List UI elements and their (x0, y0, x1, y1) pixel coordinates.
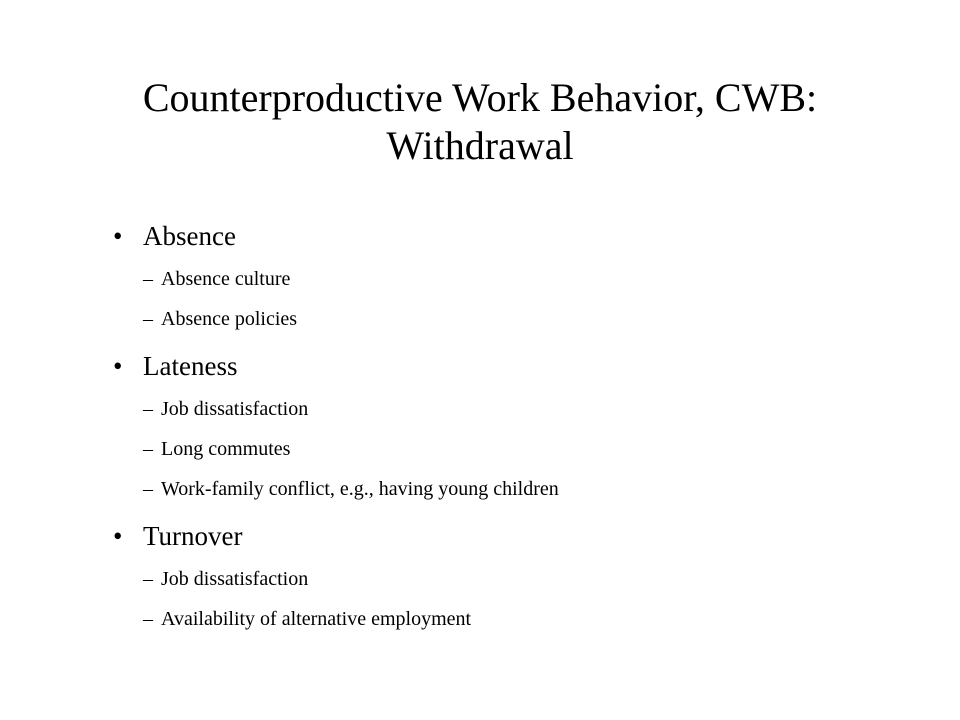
sub-item (0, 299, 960, 339)
topic-turnover (0, 513, 960, 639)
sub-item-label: Absence culture (161, 268, 291, 290)
bullet-item (0, 343, 960, 389)
dash-glyph: – (143, 478, 153, 500)
sub-item-label: Availability of alternative employment (161, 608, 472, 630)
sub-item (0, 389, 960, 429)
sub-item (0, 429, 960, 469)
sub-item-label: Job dissatisfaction (161, 568, 309, 590)
bullet-glyph: • (113, 221, 123, 251)
slide-body (0, 213, 960, 639)
dash-glyph: – (143, 308, 153, 330)
sub-item-label: Work-family conflict, e.g., having young children (161, 478, 559, 500)
bullet-glyph: • (113, 351, 123, 381)
sub-item (0, 469, 960, 509)
sub-item (0, 259, 960, 299)
sub-item-label: Long commutes (161, 438, 291, 460)
bullet-item (0, 213, 960, 259)
topic-absence (0, 213, 960, 339)
dash-glyph: – (143, 438, 153, 460)
bullet-glyph: • (113, 521, 123, 551)
topic-lateness (0, 343, 960, 509)
bullet-item (0, 513, 960, 559)
title-line-2: Withdrawal (386, 123, 574, 168)
sub-item-label: Absence policies (161, 308, 298, 330)
dash-glyph: – (143, 398, 153, 420)
bullet-label: Lateness (143, 351, 238, 381)
bullet-label: Turnover (143, 521, 243, 551)
sub-item (0, 599, 960, 639)
dash-glyph: – (143, 608, 153, 630)
bullet-label: Absence (143, 221, 236, 251)
dash-glyph: – (143, 268, 153, 290)
slide-title (60, 74, 900, 170)
sub-item-label: Job dissatisfaction (161, 398, 309, 420)
dash-glyph: – (143, 568, 153, 590)
title-line-1: Counterproductive Work Behavior, CWB: (142, 75, 818, 120)
sub-item (0, 559, 960, 599)
